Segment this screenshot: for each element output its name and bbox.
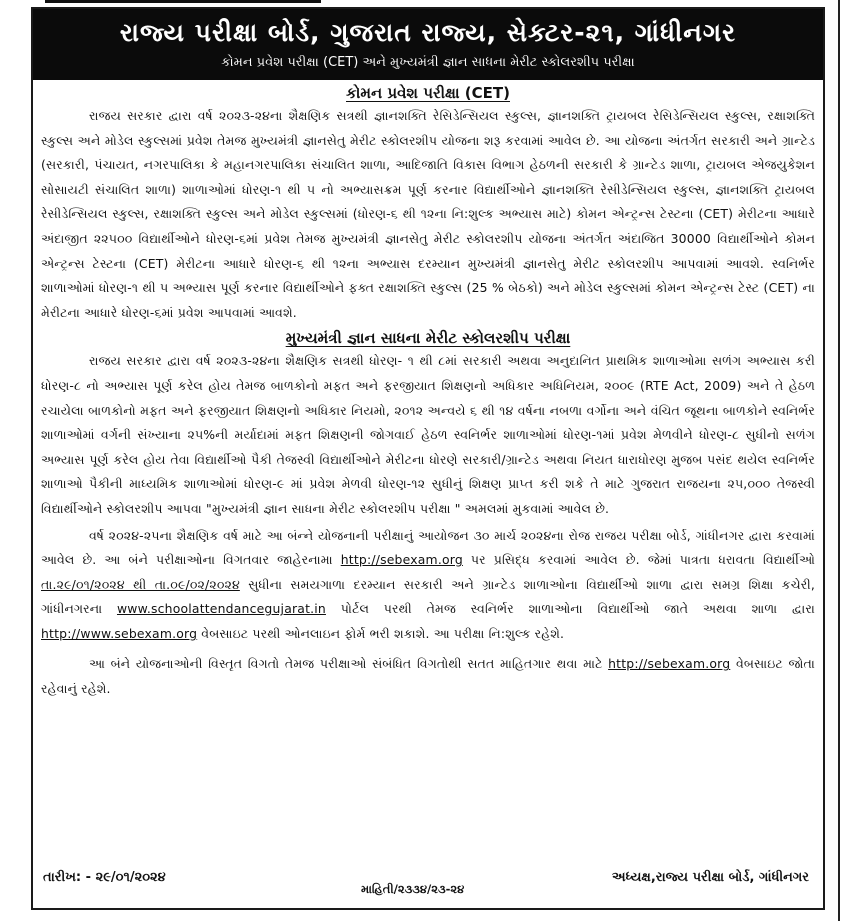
scholarship-paragraph: રાજય સરકાર દ્વારા વર્ષ ૨૦૨૩-૨૪ના શૈક્ષણિક સત્રથી ધોરણ- ૧ થી ૮માં સરકારી અથવા અનુદાનિત પ્રાથમિક શાળાઓમા સળંગ અભ્યાસ કરી ધોરણ-૮ નો અભ્યાસ પૂર્ણ કરેલ હોય તેમજ બાળકોનો મફત અને ફરજીયાત શિક્ષણનો અધિકાર અધિનિયમ, ૨૦૦૯ (RTE Act, 2009) અને તે હેઠળ રચાયેલા બાળકોનો મફત અને ફરજીયાત શિક્ષણનો અધિકાર નિયમો, ૨૦૧૨ અન્વયે ૬ થી ૧૪ વર્ષના નબળા વર્ગોના અને વંચિત જૂથના બાળકોને સ્વનિર્ભર શાળાઓમાં વર્ગની સંખ્યાના ૨૫%ની મર્યાદામાં મફત શિક્ષણની જોગવાઈ હેઠળ સ્વનિર્ભર શાળાઓમાં ધોરણ-૧માં પ્રવેશ મેળવીને ધોરણ-૮ સુધીનો સળંગ અભ્યાસ પૂર્ણ કરેલ હોય તેવા વિદ્યાર્થીઓ પૈકી તેજસ્વી વિદ્યાર્થીઓને મેરીટના ધોરણે સરકારી/ગ્રાન્ટેડ અથવા નિયત ધારાધોરણ મુજબ પસંદ થયેલ સ્વનિર્ભર શાળાઓ પૈકીની માધ્યમિક શાળાઓમાં ધોરણ-૯ માં પ્રવેશ મેળવી ધોરણ-૧૨ સુધીનું શિક્ષણ પ્રાપ્ત કરી શકે તે માટે ગુજરાત રાજયના ૨૫,૦૦૦ તેજસ્વી વિદ્યાર્થીઓને સ્કોલરશીપ આપવા "મુખ્યમંત્રી જ્ઞાન સાધના મેરીટ સ્કોલરશીપ પરીક્ષા " અમલમાં મુકવામાં આવેલ છે. xyxy=(41,353,815,516)
application-date-range: તા.૨૯/૦૧/૨૦૨૪ થી તા.૦૯/૦૨/૨૦૨૪ xyxy=(41,576,240,592)
schedule-text-5: વેબસાઇટ પરથી ઓનલાઇન ફોર્મ ભરી શકાશે. આ પરીક્ષા નિ:શુલ્ક રહેશે. xyxy=(197,625,565,641)
masthead-subtitle: કોમન પ્રવેશ પરીક્ષા (CET) અને મુખ્યમંત્રી જ્ઞાન સાધના મેરીટ સ્કોલરશીપ પરીક્ષા xyxy=(221,55,635,70)
informed-text-1: આ બંને યોજનાઓની વિસ્તૃત વિગતો તેમજ પરીક્ષાઓ સંબંધિત વિગતોથી સતત માહિતગાર થવા માટે xyxy=(89,656,609,672)
scan-edge-line xyxy=(838,0,840,921)
masthead-title: રાજ્ય પરીક્ષા બોર્ડ, ગુજરાત રાજ્ય, સેક્ટર-૨૧, ગાંધીનગર xyxy=(119,18,737,47)
notice-content xyxy=(33,82,823,702)
masthead xyxy=(33,9,823,80)
section-heading-scholarship: મુખ્યમંત્રી જ્ઞાન સાધના મેરીટ સ્કોલરશીપ પરીક્ષા xyxy=(285,329,571,348)
schedule-text-2: પર પ્રસિદ્ધ કરવામાં આવેલ છે. જેમાં પાત્રતા ધરાવતા વિદ્યાર્થીઓ xyxy=(462,552,815,568)
notice-footer xyxy=(41,868,815,902)
exam-schedule-paragraph xyxy=(41,524,815,647)
signatory: અધ્યક્ષ,રાજ્ય પરીક્ષા બોર્ડ, ગાંધીનગર xyxy=(611,870,809,885)
reference-number: માહિતી/૨૩૩૪/૨૩-૨૪ xyxy=(361,882,465,896)
schedule-text-1: વર્ષ ૨૦૨૪-૨૫ના શૈક્ષણિક વર્ષ માટે આ બંન્ને યોજનાની પરીક્ષાનું આયોજન ૩૦ માર્ચ ૨૦૨૪ના રોજ રાજય પરીક્ષા બોર્ડ, ગાંધીનગર દ્વારા કરવામાં આવેલ છે. આ બંને પરીક્ષાઓના વિગતવાર જાહેરનામા xyxy=(41,527,815,568)
scan-top-strip xyxy=(45,0,321,3)
cet-paragraph: રાજય સરકાર દ્વારા વર્ષ ૨૦૨૩-૨૪ના શૈક્ષણિક સત્રથી જ્ઞાનશક્તિ રેસિડેન્સિયલ સ્કુલ્સ, જ્ઞાનશક્તિ ટ્રાયબલ રેસિડેન્સિયલ સ્કુલ્સ, રક્ષાશક્તિ સ્કુલ્સ અને મોડેલ સ્કુલ્સમાં પ્રવેશ તેમજ મુખ્યમંત્રી જ્ઞાનસેતુ મેરીટ સ્કોલરશીપ યોજના શરૂ કરવામાં આવેલ છે. આ યોજના અંતર્ગત સરકારી અને ગ્રાન્ટેડ (સરકારી, પંચાયત, નગરપાલિકા કે મહાનગરપાલિકા સંચાલિત શાળા, આદિજાતિ વિકાસ વિભાગ હેઠળની સરકારી કે ગ્રાન્ટેડ શાળા, ટ્રાયબલ એજયુકેશન સોસાયટી સંચાલિત શાળા) શાળાઓમાં ધોરણ-૧ થી ૫ નો અભ્યાસક્રમ પૂર્ણ કરનાર વિદ્યાર્થીઓને જ્ઞાનશક્તિ રેસીડેન્સિયલ સ્કુલ્સ, જ્ઞાનશક્તિ ટ્રાયબલ રેસીડેન્સિયલ સ્કુલ્સ, રક્ષાશક્તિ સ્કુલ્સ અને મોડેલ સ્કુલ્સમાં (ધોરણ-૬ થી ૧૨ના નિ:શુલ્ક અભ્યાસ માટે) કોમન એન્ટ્રન્સ ટેસ્ટના (CET) મેરીટના આધારે અંદાજીત ૨૨૫૦૦ વિદ્યાર્થીઓને ધોરણ-૬માં પ્રવેશ તેમજ મુખ્યમંત્રી જ્ઞાનસેતુ મેરીટ સ્કોલરશીપ યોજના અંતર્ગત અંદાજિત 30000 વિદ્યાર્થીઓને કોમન એન્ટ્રન્સ ટેસ્ટના (CET) મેરીટના આધારે ધોરણ-૬ થી ૧૨ના અભ્યાસ દરમ્યાન મુખ્યમંત્રી જ્ઞાનસેતુ મેરીટ સ્કોલરશીપ આપવામાં આવશે. સ્વનિર્ભર શાળાઓમાં ધોરણ-૧ થી ૫ અભ્યાસ પૂર્ણ કરનાર વિદ્યાર્થીઓને ફક્ત રક્ષાશક્તિ સ્કુલ્સ (25 % બેઠકો) અને મોડેલ સ્કુલ્સમાં કોમન એન્ટ્રન્સ ટેસ્ટ (CET) ના મેરીટના આધારે ધોરણ-૬માં પ્રવેશ આપવામાં આવશે. xyxy=(41,108,815,320)
schedule-text-4: પોર્ટલ પરથી તેમજ સ્વનિર્ભર શાળાઓના વિદ્યાર્થીઓ જાતે અથવા શાળા દ્વારા xyxy=(325,601,815,617)
sebexam-link-footer[interactable]: http://sebexam.org xyxy=(608,656,731,672)
schedule-text-3: સુધીના સમયગાળા દરમ્યાન સરકારી અને ગ્રાન્ટેડ શાળાઓના વિદ્યાર્થીઓ શાળા દ્વારા સમગ્ર શિક્ષા કચેરી, ગાંધીનગરના xyxy=(41,576,815,617)
stay-informed-paragraph xyxy=(41,652,815,701)
informed-text-2: વેબસાઇટ જોતા રહેવાનું રહેશે. xyxy=(41,656,815,697)
school-attendance-link[interactable]: www.schoolattendancegujarat.in xyxy=(116,601,326,617)
section-heading-cet: કોમન પ્રવેશ પરીક્ષા (CET) xyxy=(346,84,510,102)
sebexam-link[interactable]: http://sebexam.org xyxy=(340,552,463,568)
notice-box xyxy=(31,7,825,910)
www-sebexam-link[interactable]: http://www.sebexam.org xyxy=(41,625,198,641)
notice-date: તારીખ: - ૨૯/૦૧/૨૦૨૪ xyxy=(43,870,166,885)
